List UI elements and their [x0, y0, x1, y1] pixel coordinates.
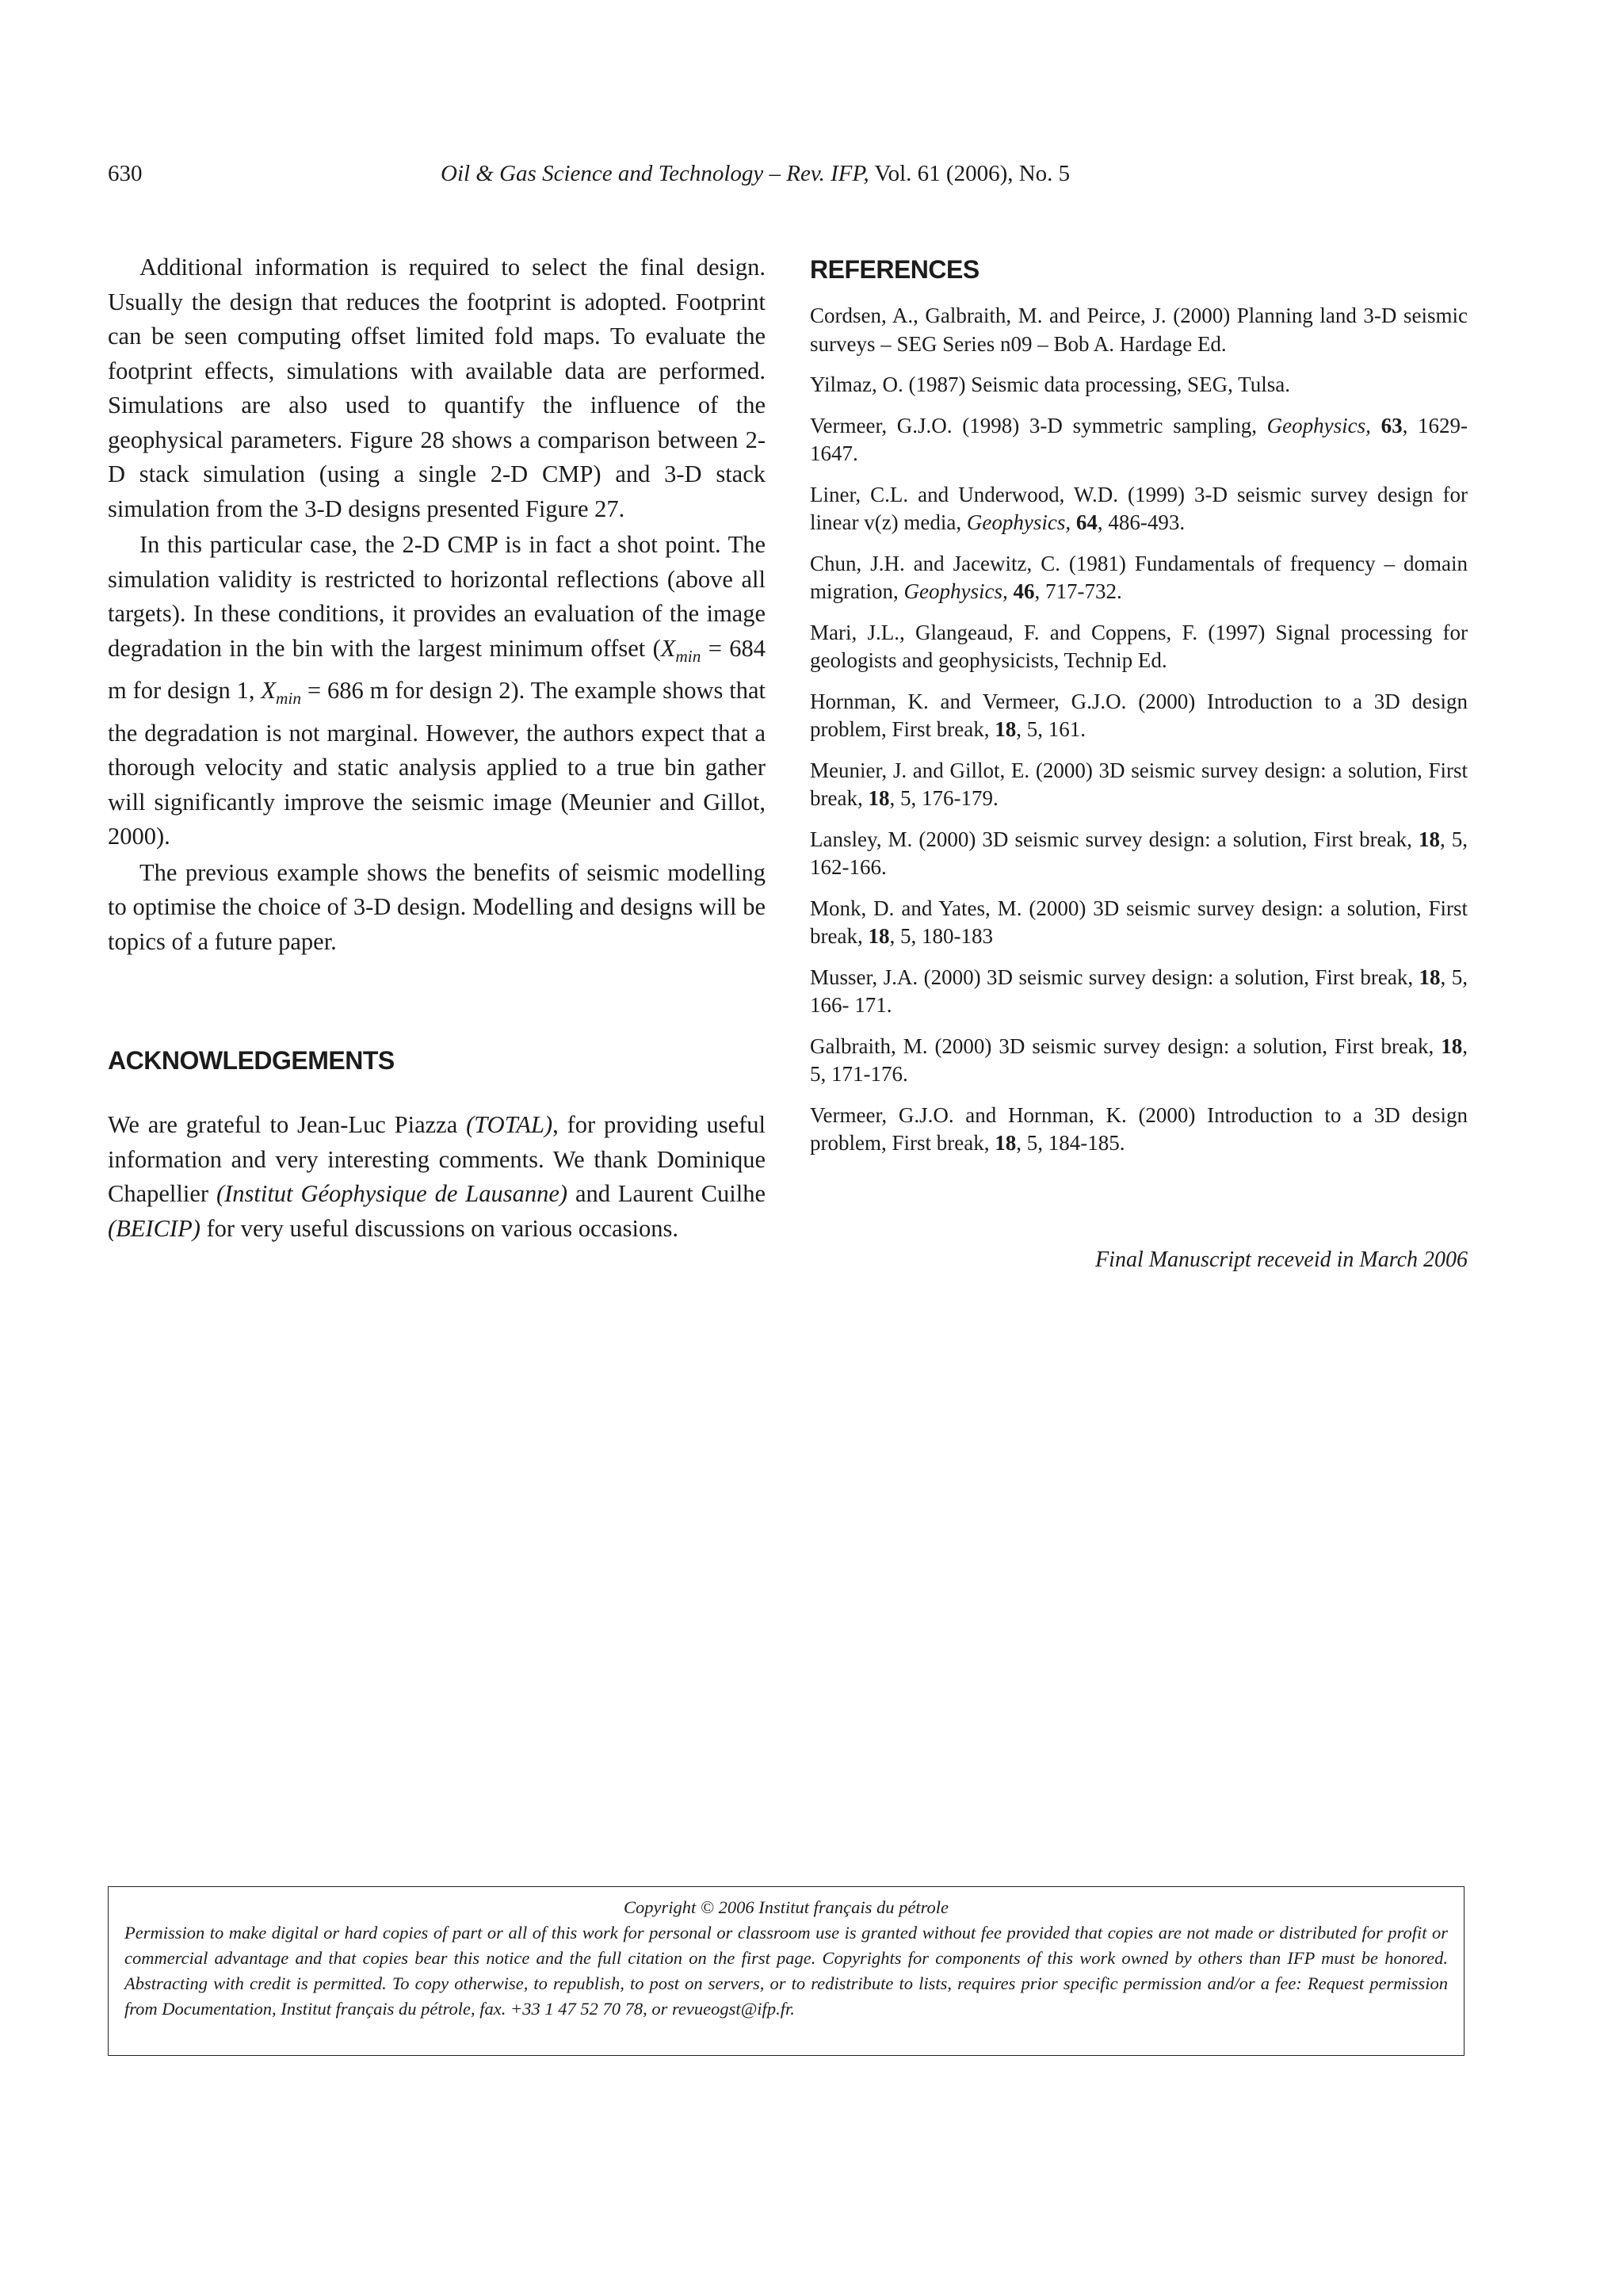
page-number: 630	[108, 161, 143, 186]
ack-part-4: for very useful discussions on various occasions.	[200, 1214, 678, 1242]
paragraph-2-part-a: In this particular case, the 2-D CMP is in fact a shot point. The simulation validity is restricted to horizontal reflections (above all targets). In these conditions, it provides an evaluation of the image degradation in the bin with the largest minimum offset (	[108, 531, 766, 662]
reference-ital: Geophysics,	[903, 579, 1008, 603]
reference-pre: Hornman, K. and Vermeer, G.J.O. (2000) Introduction to a 3D design problem, First break,	[810, 689, 1468, 741]
copyright-title: Copyright © 2006 Institut français du pétrole	[624, 1897, 949, 1917]
reference-item: Cordsen, A., Galbraith, M. and Peirce, J. (2000) Planning land 3-D seismic surveys – SEG Series n09 – Bob A. Hardage Ed.	[810, 304, 1468, 356]
reference-bold: 64	[1075, 510, 1098, 534]
reference-pre: Meunier, J. and Gillot, E. (2000) 3D seismic survey design: a solution, First break,	[810, 758, 1468, 810]
reference-post: , 717-732.	[1034, 579, 1122, 603]
reference-item	[810, 550, 1468, 606]
reference-bold: 46	[1013, 579, 1035, 603]
acknowledgements-heading: ACKNOWLEDGEMENTS	[108, 1046, 395, 1075]
xmin-subscript: min	[276, 689, 302, 709]
reference-mid	[1071, 510, 1076, 534]
paragraph-2	[108, 528, 766, 854]
paragraph-2-part-b: = 684 m for design 1,	[108, 634, 766, 705]
journal-title: Oil & Gas Science and Technology – Rev. IFP,	[441, 161, 869, 186]
running-header	[108, 161, 1455, 196]
reference-bold: 18	[868, 924, 890, 948]
ack-part-3: and Laurent Cuilhe	[567, 1180, 766, 1207]
xmin-symbol: X	[261, 677, 276, 705]
reference-post: , 5, 171-176.	[810, 1033, 1468, 1086]
reference-item: Mari, J.L., Glangeaud, F. and Coppens, F. (1997) Signal processing for geologists and geophysicists, Technip Ed.	[810, 620, 1468, 672]
reference-pre: Musser, J.A. (2000) 3D seismic survey design: a solution, First break,	[810, 965, 1419, 989]
ack-part-2: , for providing useful information and very interesting comments. We thank Dominique Chapellier	[108, 1111, 766, 1207]
reference-list	[810, 302, 1468, 1158]
reference-pre: Vermeer, G.J.O. (1998) 3-D symmetric sampling,	[810, 413, 1267, 437]
reference-item	[810, 895, 1468, 951]
reference-post: , 486-493.	[1097, 510, 1186, 534]
paragraph-3: The previous example shows the benefits of seismic modelling to optimise the choice of 3-D design. Modelling and designs will be topics of a future paper.	[108, 858, 766, 955]
reference-item	[810, 688, 1468, 744]
references-heading: REFERENCES	[810, 255, 980, 284]
reference-bold: 18	[995, 717, 1017, 741]
ack-part-1: We are grateful to Jean-Luc Piazza	[108, 1111, 467, 1138]
reference-pre: Lansley, M. (2000) 3D seismic survey design: a solution, First break,	[810, 827, 1419, 851]
journal-volume: Vol. 61 (2006), No. 5	[869, 161, 1071, 186]
reference-post: , 5, 184-185.	[1016, 1131, 1125, 1155]
reference-pre: Chun, J.H. and Jacewitz, C. (1981) Fundamentals of frequency – domain migration,	[810, 551, 1468, 603]
reference-item	[810, 1033, 1468, 1089]
reference-post: , 1629-1647.	[810, 413, 1468, 465]
reference-pre: Vermeer, G.J.O. and Hornman, K. (2000) Introduction to a 3D design problem, First break,	[810, 1102, 1468, 1155]
copyright-box	[108, 1886, 1465, 2056]
ack-affiliation-beicip: (BEICIP)	[108, 1214, 200, 1242]
paragraph-1: Additional information is required to select the final design. Usually the design that reduces the footprint is adopted. Footprint can be seen computing offset limited fold maps. To evaluate the footprint effects, simulations with available data are performed. Simulations are also used to quantify the influence of the geophysical parameters. Figure 28 shows a comparison between 2-D stack simulation (using a single 2-D CMP) and 3-D stack simulation from the 3-D designs presented Figure 27.	[108, 254, 766, 522]
reference-pre: Liner, C.L. and Underwood, W.D. (1999) 3-D seismic survey design for linear v(z) media,	[810, 482, 1468, 534]
xmin-symbol: X	[660, 634, 676, 662]
journal-citation	[441, 161, 1070, 187]
reference-mid	[1371, 414, 1381, 437]
reference-item	[810, 964, 1468, 1020]
reference-item	[810, 412, 1468, 468]
reference-item	[810, 826, 1468, 882]
acknowledgements-text	[108, 1108, 766, 1246]
reference-bold: 18	[995, 1131, 1017, 1155]
reference-item	[810, 1102, 1468, 1158]
body-text-column	[108, 250, 766, 959]
reference-bold: 18	[1419, 965, 1441, 989]
reference-bold: 18	[868, 786, 890, 810]
reference-post: , 5, 176-179.	[889, 786, 999, 810]
copyright-text: Permission to make digital or hard copies of part or all of this work for personal or classroom use is granted without fee provided that copies are not made or distributed for profit or commercial advantage and that copies bear this notice and the full citation on the first page. Copyrights for components of this work owned by others than IFP must be honored. Abstracting with credit is permitted. To copy otherwise, to republish, to post on servers, or to redistribute to lists, requires prior specific permission and/or a fee: Request permission from Documentation, Institut français du pétrole, fax. +33 1 47 52 70 78, or revueogst@ifp.fr.	[124, 1923, 1448, 2019]
manuscript-note: Final Manuscript receveid in March 2006	[1095, 1247, 1468, 1272]
reference-item: Yilmaz, O. (1987) Seismic data processing, SEG, Tulsa.	[810, 372, 1290, 396]
reference-post: , 5, 180-183	[889, 924, 993, 948]
reference-bold: 18	[1418, 827, 1440, 851]
reference-pre: Monk, D. and Yates, M. (2000) 3D seismic survey design: a solution, First break,	[810, 896, 1468, 948]
reference-ital: Geophysics,	[966, 510, 1071, 534]
reference-pre: Galbraith, M. (2000) 3D seismic survey design: a solution, First break,	[810, 1033, 1442, 1058]
reference-bold: 63	[1381, 413, 1403, 437]
reference-item	[810, 757, 1468, 813]
references-section	[810, 255, 1468, 1171]
paragraph-2-part-c: = 686 m for design 2). The example shows that the degradation is not marginal. However, the authors expect that a thorough velocity and static analysis applied to a true bin gather will significantly improve the seismic image (Meunier and Gillot, 2000).	[108, 677, 766, 850]
acknowledgements-paragraph	[108, 1108, 766, 1246]
reference-bold: 18	[1441, 1033, 1463, 1058]
ack-affiliation-igl: (Institut Géophysique de Lausanne)	[216, 1180, 568, 1207]
reference-item	[810, 481, 1468, 537]
reference-post: , 5, 166- 171.	[810, 965, 1468, 1017]
ack-affiliation-total: (TOTAL)	[466, 1111, 553, 1138]
reference-post: , 5, 162-166.	[810, 827, 1468, 879]
reference-ital: Geophysics,	[1266, 413, 1371, 437]
reference-post: , 5, 161.	[1016, 717, 1086, 741]
xmin-subscript: min	[675, 646, 701, 666]
